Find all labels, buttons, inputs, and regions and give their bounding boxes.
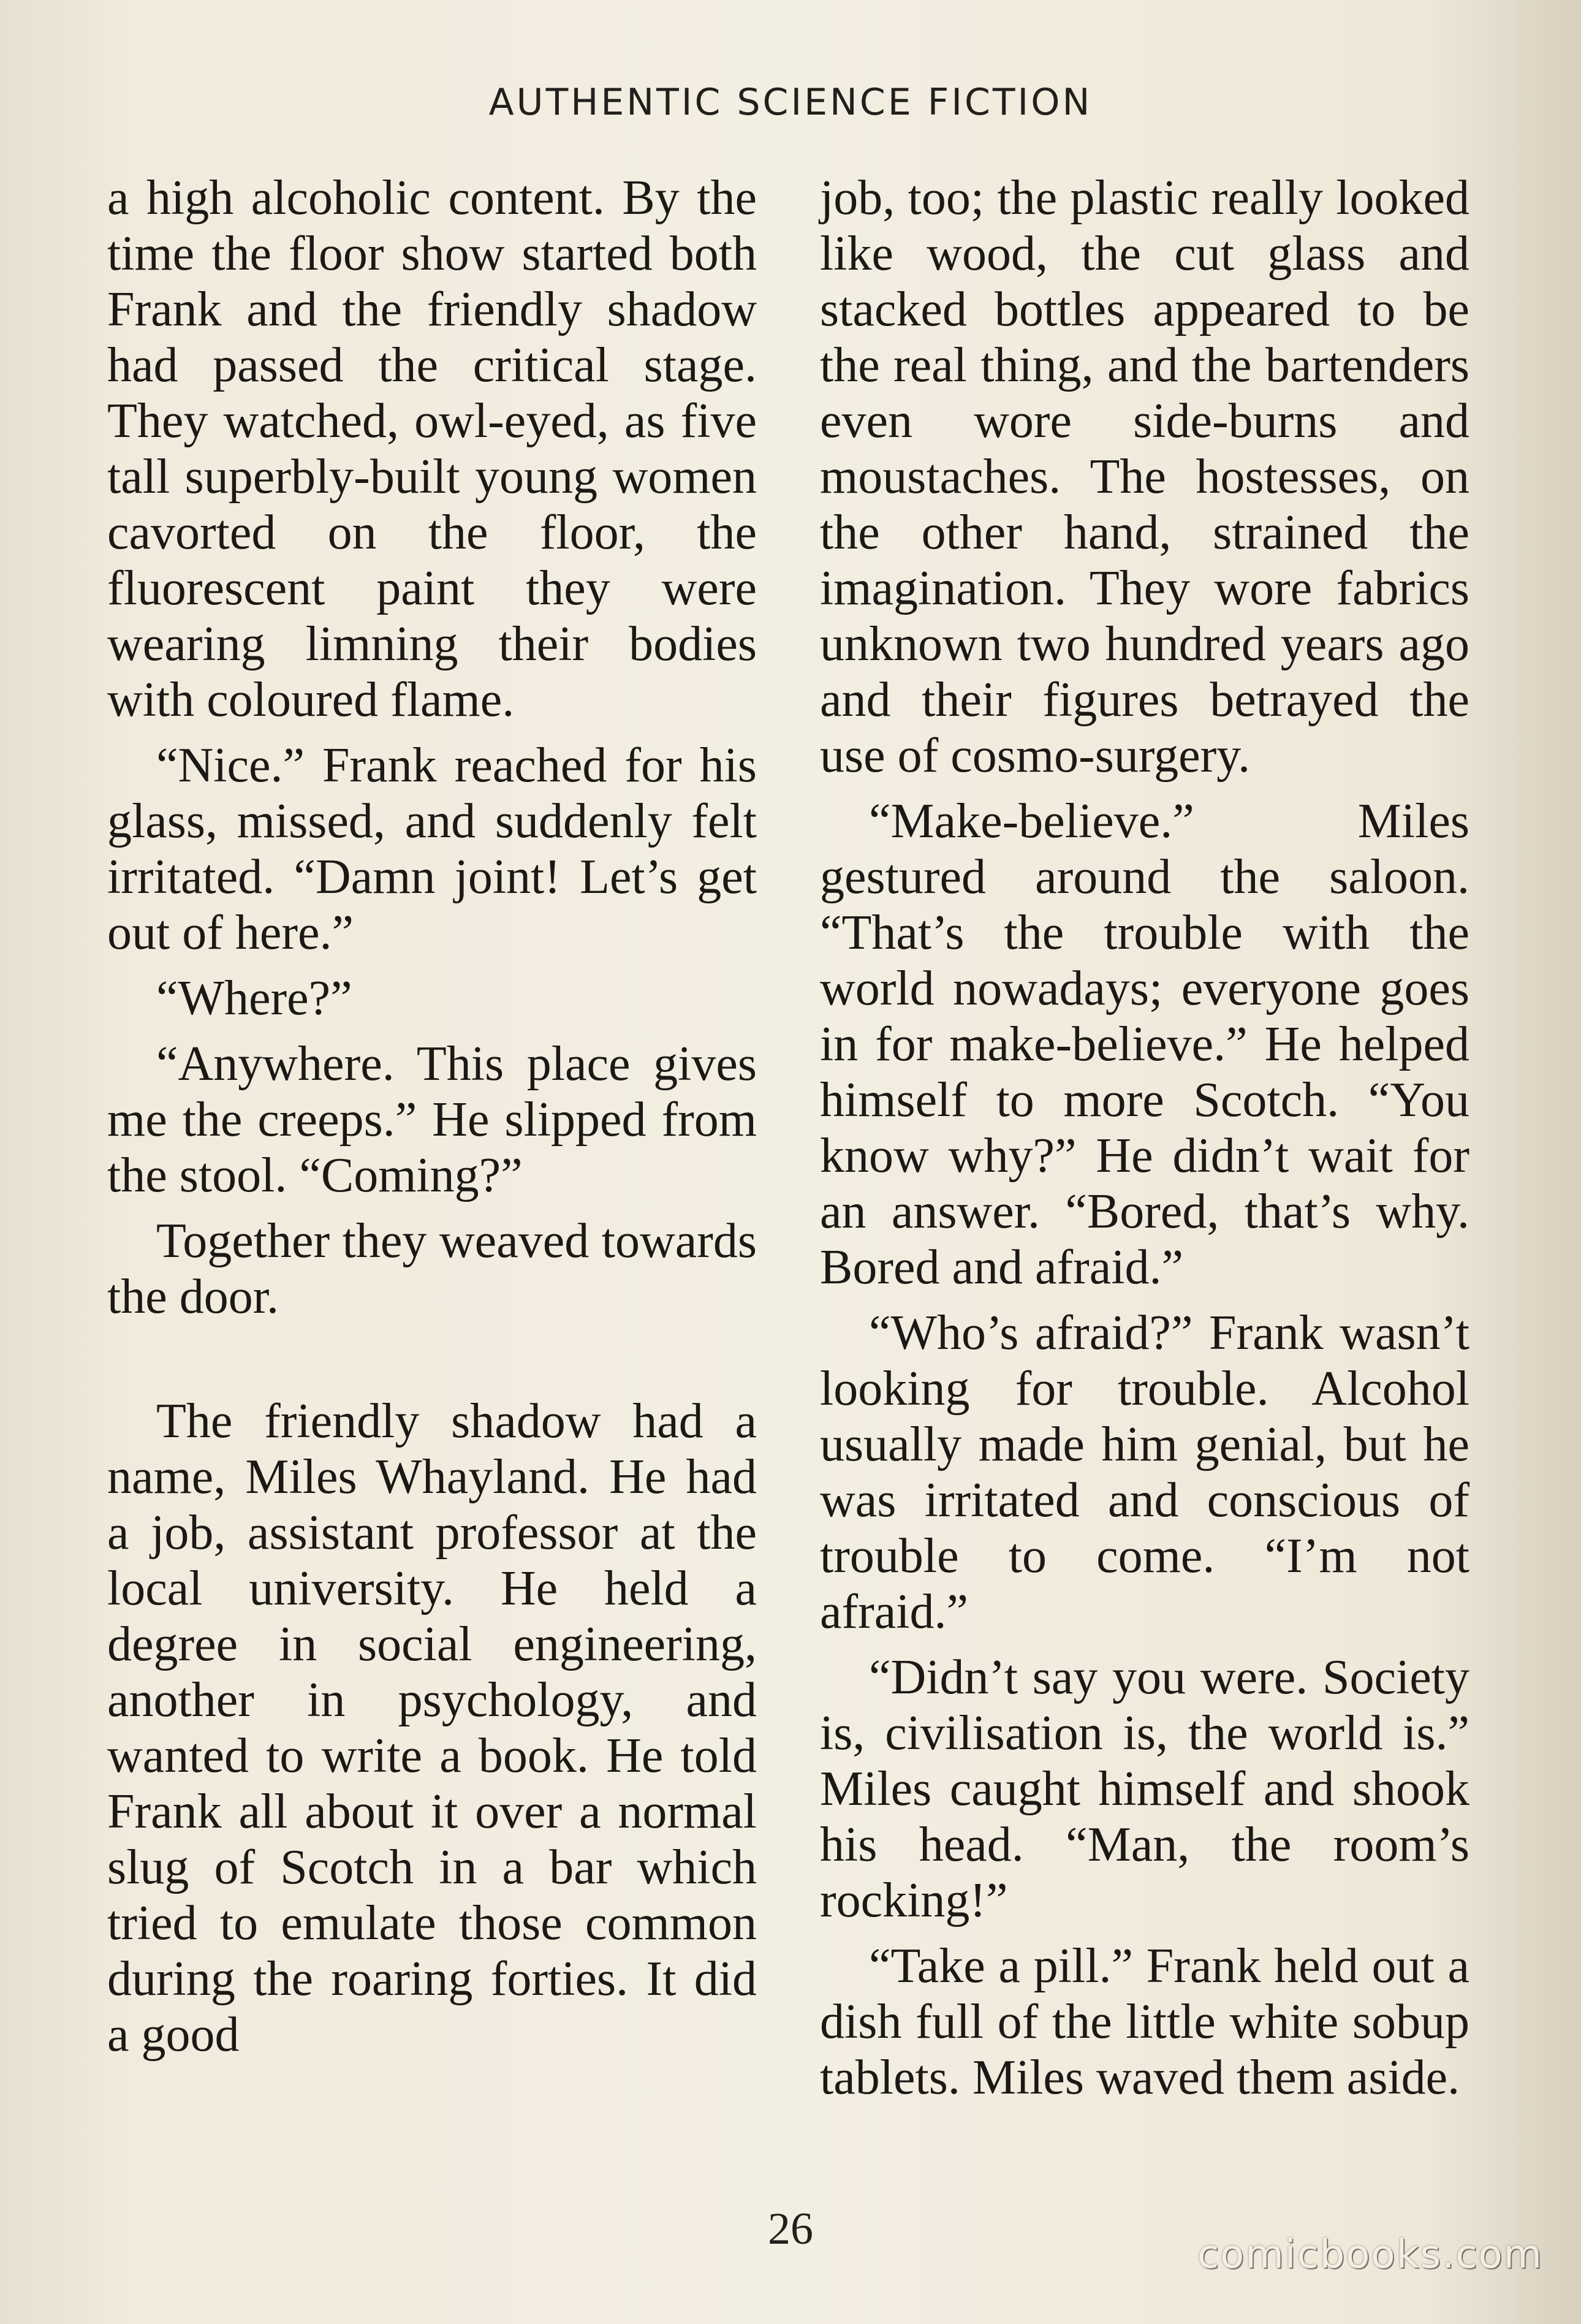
paragraph: “Make-believe.” Miles gestured around the saloon. “That’s the trouble with the world nowadays; everyone goes in for make-believe.” He helped himself to more Scotch. “You know why?” He didn’t wait for an answer. “Bored, that’s why. Bored and afraid.”: [820, 794, 1469, 1294]
paragraph: a high alcoholic content. By the time the floor show started both Frank and the friendly shadow had passed the critical stage. They watched, owl-eyed, as five tall superbly-built young women cavorted on the floor, the fluorescent paint they were wearing limning their bodies with coloured flame.: [107, 171, 757, 727]
left-text-column: [107, 170, 757, 2073]
running-header: AUTHENTIC SCIENCE FICTION: [488, 81, 1093, 124]
paragraph: job, too; the plastic really looked like wood, the cut glass and stacked bottles appeared to be the real thing, and the bartenders even wore side-burns and moustaches. The hostesses, on the other hand, strained the imagination. They wore fabrics unknown two hundred years ago and their figures betrayed the use of cosmo-surgery.: [820, 171, 1469, 783]
right-text-column: [820, 170, 1469, 2116]
paragraph: The friendly shadow had a name, Miles Whayland. He had a job, assistant professor at the local university. He held a degree in social engineering, another in psychology, and wanted to write a book. He told Frank all about it over a normal slug of Scotch in a bar which tried to emulate those common during the roaring forties. It did a good: [107, 1394, 757, 2062]
page-number: 26: [768, 2204, 813, 2254]
paragraph: “Who’s afraid?” Frank wasn’t looking for trouble. Alcohol usually made him genial, but he was irritated and conscious of trouble to come. “I’m not afraid.”: [820, 1306, 1469, 1639]
paragraph: “Nice.” Frank reached for his glass, missed, and suddenly felt irritated. “Damn joint! Let’s get out of here.”: [107, 739, 757, 960]
paragraph: “Take a pill.” Frank held out a dish full of the little white sobup tablets. Miles waved them aside.: [820, 1939, 1469, 2105]
paragraph: “Anywhere. This place gives me the creeps.” He slipped from the stool. “Coming?”: [107, 1037, 757, 1202]
paragraph: Together they weaved towards the door.: [107, 1214, 757, 1324]
paragraph: “Didn’t say you were. Society is, civilisation is, the world is.” Miles caught himself and shook his head. “Man, the room’s rocking!”: [820, 1650, 1469, 1927]
paragraph: “Where?”: [156, 971, 352, 1025]
watermark: comicbooks.com: [1197, 2232, 1543, 2277]
